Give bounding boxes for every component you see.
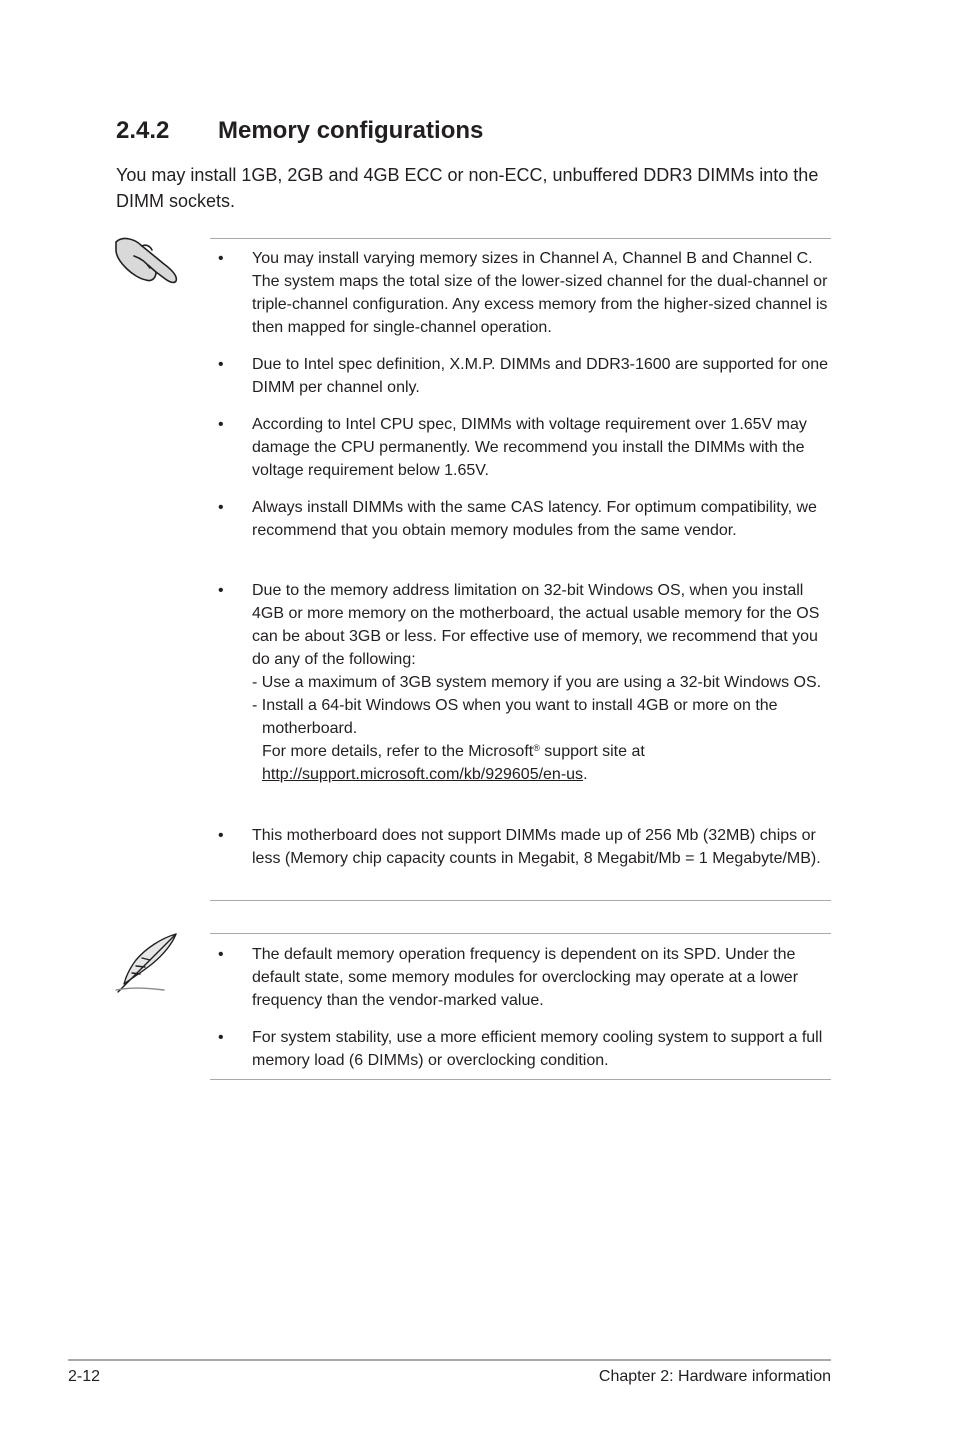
note-text: You may install varying memory sizes in Channel A, Channel B and Channel C. The system maps the total size of the lower-sized channel for the dual-channel or triple-channel configuration. Any excess memory from the higher-sized channel is then mapped for single-channel operation. <box>252 250 828 336</box>
list-item <box>218 1026 832 1072</box>
bullet: • <box>218 1029 224 1046</box>
list-item <box>218 247 832 339</box>
pointing-hand-icon <box>112 232 184 293</box>
list-item <box>218 353 832 399</box>
details-prefix: For more details, refer to the Microsoft <box>262 743 534 760</box>
note-text: Always install DIMMs with the same CAS latency. For optimum compatibility, we recommend that you obtain memory modules from the same vendor. <box>252 499 817 539</box>
list-item <box>218 824 832 870</box>
details-suffix: support site at <box>539 743 645 760</box>
section-title: Memory configurations <box>218 117 484 144</box>
section-number: 2.4.2 <box>116 117 170 144</box>
tips-box <box>210 933 831 1080</box>
bullet: • <box>218 416 224 433</box>
list-item <box>218 496 832 542</box>
sub-item: - Use a maximum of 3GB system memory if you are using a 32-bit Windows OS. <box>252 674 822 691</box>
link-period: . <box>583 766 588 783</box>
notes-box <box>210 238 831 901</box>
bullet: • <box>218 356 224 373</box>
microsoft-support-link[interactable]: http://support.microsoft.com/kb/929605/en-us <box>262 766 584 783</box>
list-item <box>218 943 832 1012</box>
bullet: • <box>218 250 224 267</box>
tip-text: The default memory operation frequency is dependent on its SPD. Under the default state, some memory modules for overclocking may operate at a lower frequency than the vendor-marked value. <box>252 946 799 1009</box>
tip-text: For system stability, use a more efficient memory cooling system to support a full memory load (6 DIMMs) or overclocking condition. <box>252 1029 823 1069</box>
sub-item: - Install a 64-bit Windows OS when you want to install 4GB or more on the motherboard. <box>252 697 778 737</box>
bullet: • <box>218 946 224 963</box>
note-text: Due to the memory address limitation on 32-bit Windows OS, when you install 4GB or more memory on the motherboard, the actual usable memory for the OS can be about 3GB or less. For effective use of memory, we recommend that you do any of the following: <box>252 582 820 668</box>
page-number: 2-12 <box>68 1368 101 1385</box>
footer-divider <box>68 1359 831 1361</box>
bullet: • <box>218 582 224 599</box>
section-heading <box>116 117 483 145</box>
list-item <box>218 579 832 786</box>
link-line <box>252 763 832 786</box>
note-text: Due to Intel spec definition, X.M.P. DIMMs and DDR3-1600 are supported for one DIMM per channel only. <box>252 356 829 396</box>
intro-paragraph: You may install 1GB, 2GB and 4GB ECC or non-ECC, unbuffered DDR3 DIMMs into the DIMM sockets. <box>116 165 819 211</box>
list-item <box>218 413 832 482</box>
chapter-label: Chapter 2: Hardware information <box>598 1368 831 1385</box>
bullet: • <box>218 827 224 844</box>
note-text: According to Intel CPU spec, DIMMs with voltage requirement over 1.65V may damage the CPU permanently. We recommend you install the DIMMs with the voltage requirement below 1.65V. <box>252 416 807 479</box>
feather-pen-icon <box>112 930 182 1001</box>
registered-mark: ® <box>533 743 540 753</box>
note-text: This motherboard does not support DIMMs made up of 256 Mb (32MB) chips or less (Memory chip capacity counts in Megabit, 8 Megabit/Mb = 1 Megabyte/MB). <box>252 827 821 867</box>
bullet: • <box>218 499 224 516</box>
details-line <box>252 740 832 763</box>
